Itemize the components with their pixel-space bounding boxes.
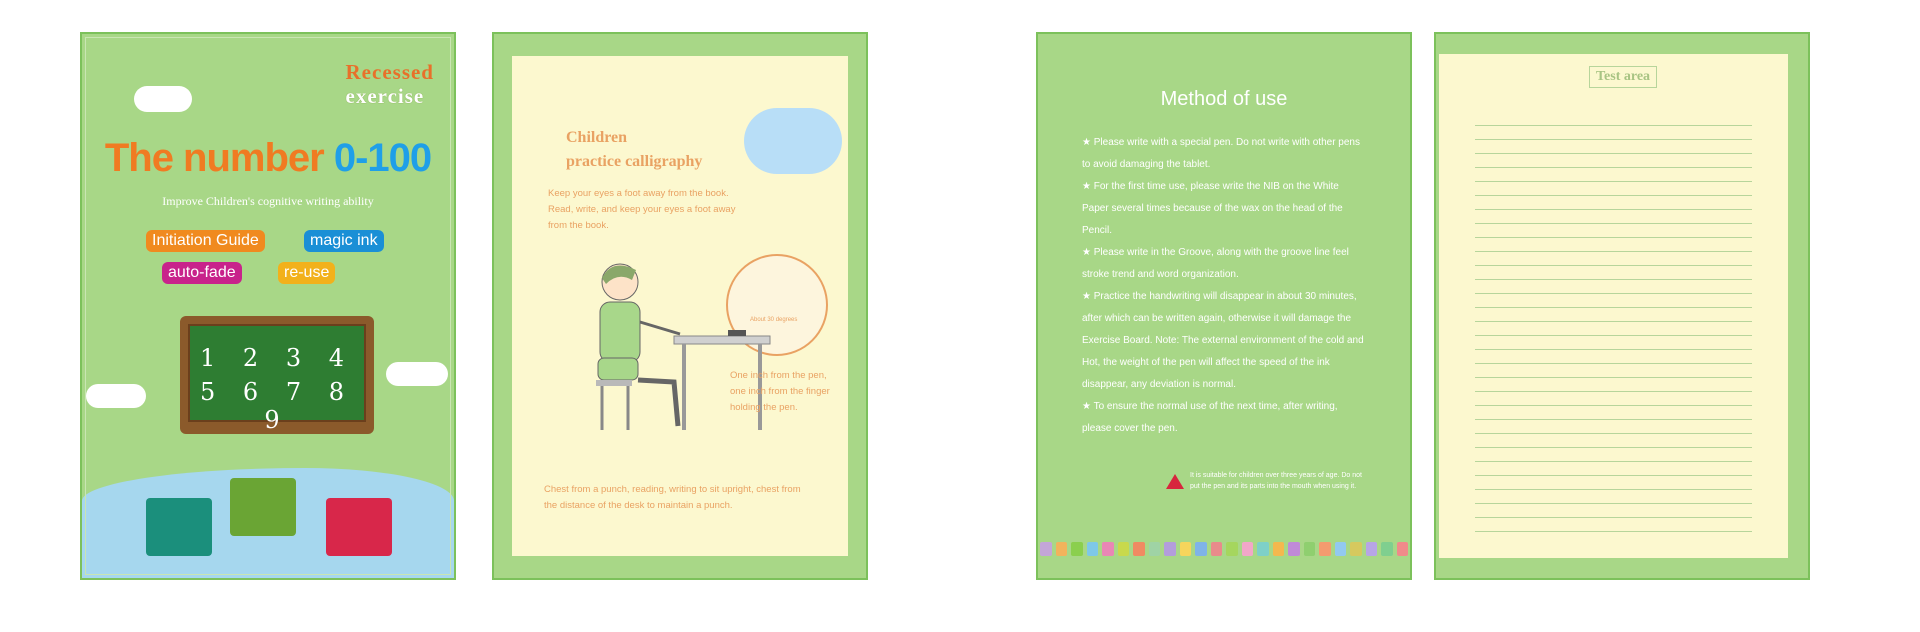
initiation-guide-badge: Initiation Guide [146,230,265,252]
method-title: Method of use [1160,88,1288,110]
color-swatch [1273,542,1285,556]
color-swatch [1335,542,1347,556]
cover-subtitle: Improve Children's cognitive writing ability [162,194,374,208]
color-swatch [1071,542,1083,556]
method-item: ★ For the first time use, please write the NIB on the White Paper several times because of the wax on the head of the Pencil. [1082,181,1343,236]
color-swatch [1180,542,1192,556]
method-list [1082,132,1366,440]
color-swatch [1102,542,1114,556]
color-swatch [1288,542,1300,556]
cloud-icon [86,384,146,408]
board-numbers-row1: 1 2 3 4 [200,344,354,372]
sitting-child-illustration [562,250,792,450]
cover-title [82,136,454,181]
method-page [1036,32,1412,580]
color-swatch [1397,542,1409,556]
safety-warning [1190,470,1366,492]
calligraphy-title-line1: Children [566,129,628,146]
tip-posture: Chest from a punch, reading, writing to sit upright, chest from the distance of the desk to maintain a punch. [544,484,801,511]
dice-icon [230,478,296,536]
calligraphy-title [566,126,702,174]
magic-ink-badge: magic ink [304,230,384,252]
color-swatch [1304,542,1316,556]
angle-note: About 30 degrees [750,317,798,323]
calligraphy-title-line2: practice calligraphy [566,153,703,170]
warning-icon [1166,474,1184,489]
chalkboard [180,316,374,434]
color-swatch [1149,542,1161,556]
color-swatch [1118,542,1130,556]
cloud-icon [386,362,448,386]
recessed-line1: Recessed [345,60,434,84]
color-swatch [1366,542,1378,556]
color-swatch [1381,542,1393,556]
color-swatch [1195,542,1207,556]
recessed-exercise-title [346,60,434,108]
method-item: ★ Please write in the Groove, along with the groove line feel stroke trend and word organization. [1082,247,1349,280]
warning-text: It is suitable for children over three years of age. Do not put the pen and its parts into the mouth when using it. [1190,472,1362,490]
cover-title-range: 0-100 [333,136,432,180]
color-swatch [1056,542,1068,556]
color-swatch [1087,542,1099,556]
tip-distance: Keep your eyes a foot away from the book. Read, write, and keep your eyes a foot away from the book. [548,188,736,231]
cream-sheet [512,56,848,556]
test-area-page [1434,32,1810,580]
cloud-icon [134,86,192,112]
cream-sheet [1439,54,1788,558]
color-swatch [1133,542,1145,556]
re-use-badge: re-use [278,262,335,284]
smiling-cloud-icon [744,108,842,174]
color-swatch [1040,542,1052,556]
color-swatch [1164,542,1176,556]
test-area-label: Test area [1589,66,1657,88]
color-swatch [1242,542,1254,556]
color-swatch [1226,542,1238,556]
tip-pen-distance: One inch from the pen, one inch from the finger holding the pen. [730,370,830,413]
method-item: ★ Practice the handwriting will disappear in about 30 minutes, after which can be written again, otherwise it will damage the Exercise Board. Note: The external environment of the cold and Hot, the weight of the pen will affect the speed of the ink disappear, any deviation is normal. [1082,291,1364,390]
cover-page [80,32,456,580]
color-swatch [1211,542,1223,556]
ruled-lines [1475,112,1752,534]
board-numbers-row2: 5 6 7 8 9 [200,378,354,434]
dice-icon [146,498,212,556]
calligraphy-page [492,32,868,580]
method-item: ★ Please write with a special pen. Do not write with other pens to avoid damaging the tablet. [1082,137,1360,170]
color-swatch [1350,542,1362,556]
method-item: ★ To ensure the normal use of the next time, after writing, please cover the pen. [1082,401,1338,434]
dice-icon [326,498,392,556]
recessed-line2: exercise [345,84,425,108]
color-swatch [1257,542,1269,556]
auto-fade-badge: auto-fade [162,262,242,284]
color-swatch [1319,542,1331,556]
color-swatch-strip [1040,542,1408,556]
cover-title-text: The number [104,136,334,180]
